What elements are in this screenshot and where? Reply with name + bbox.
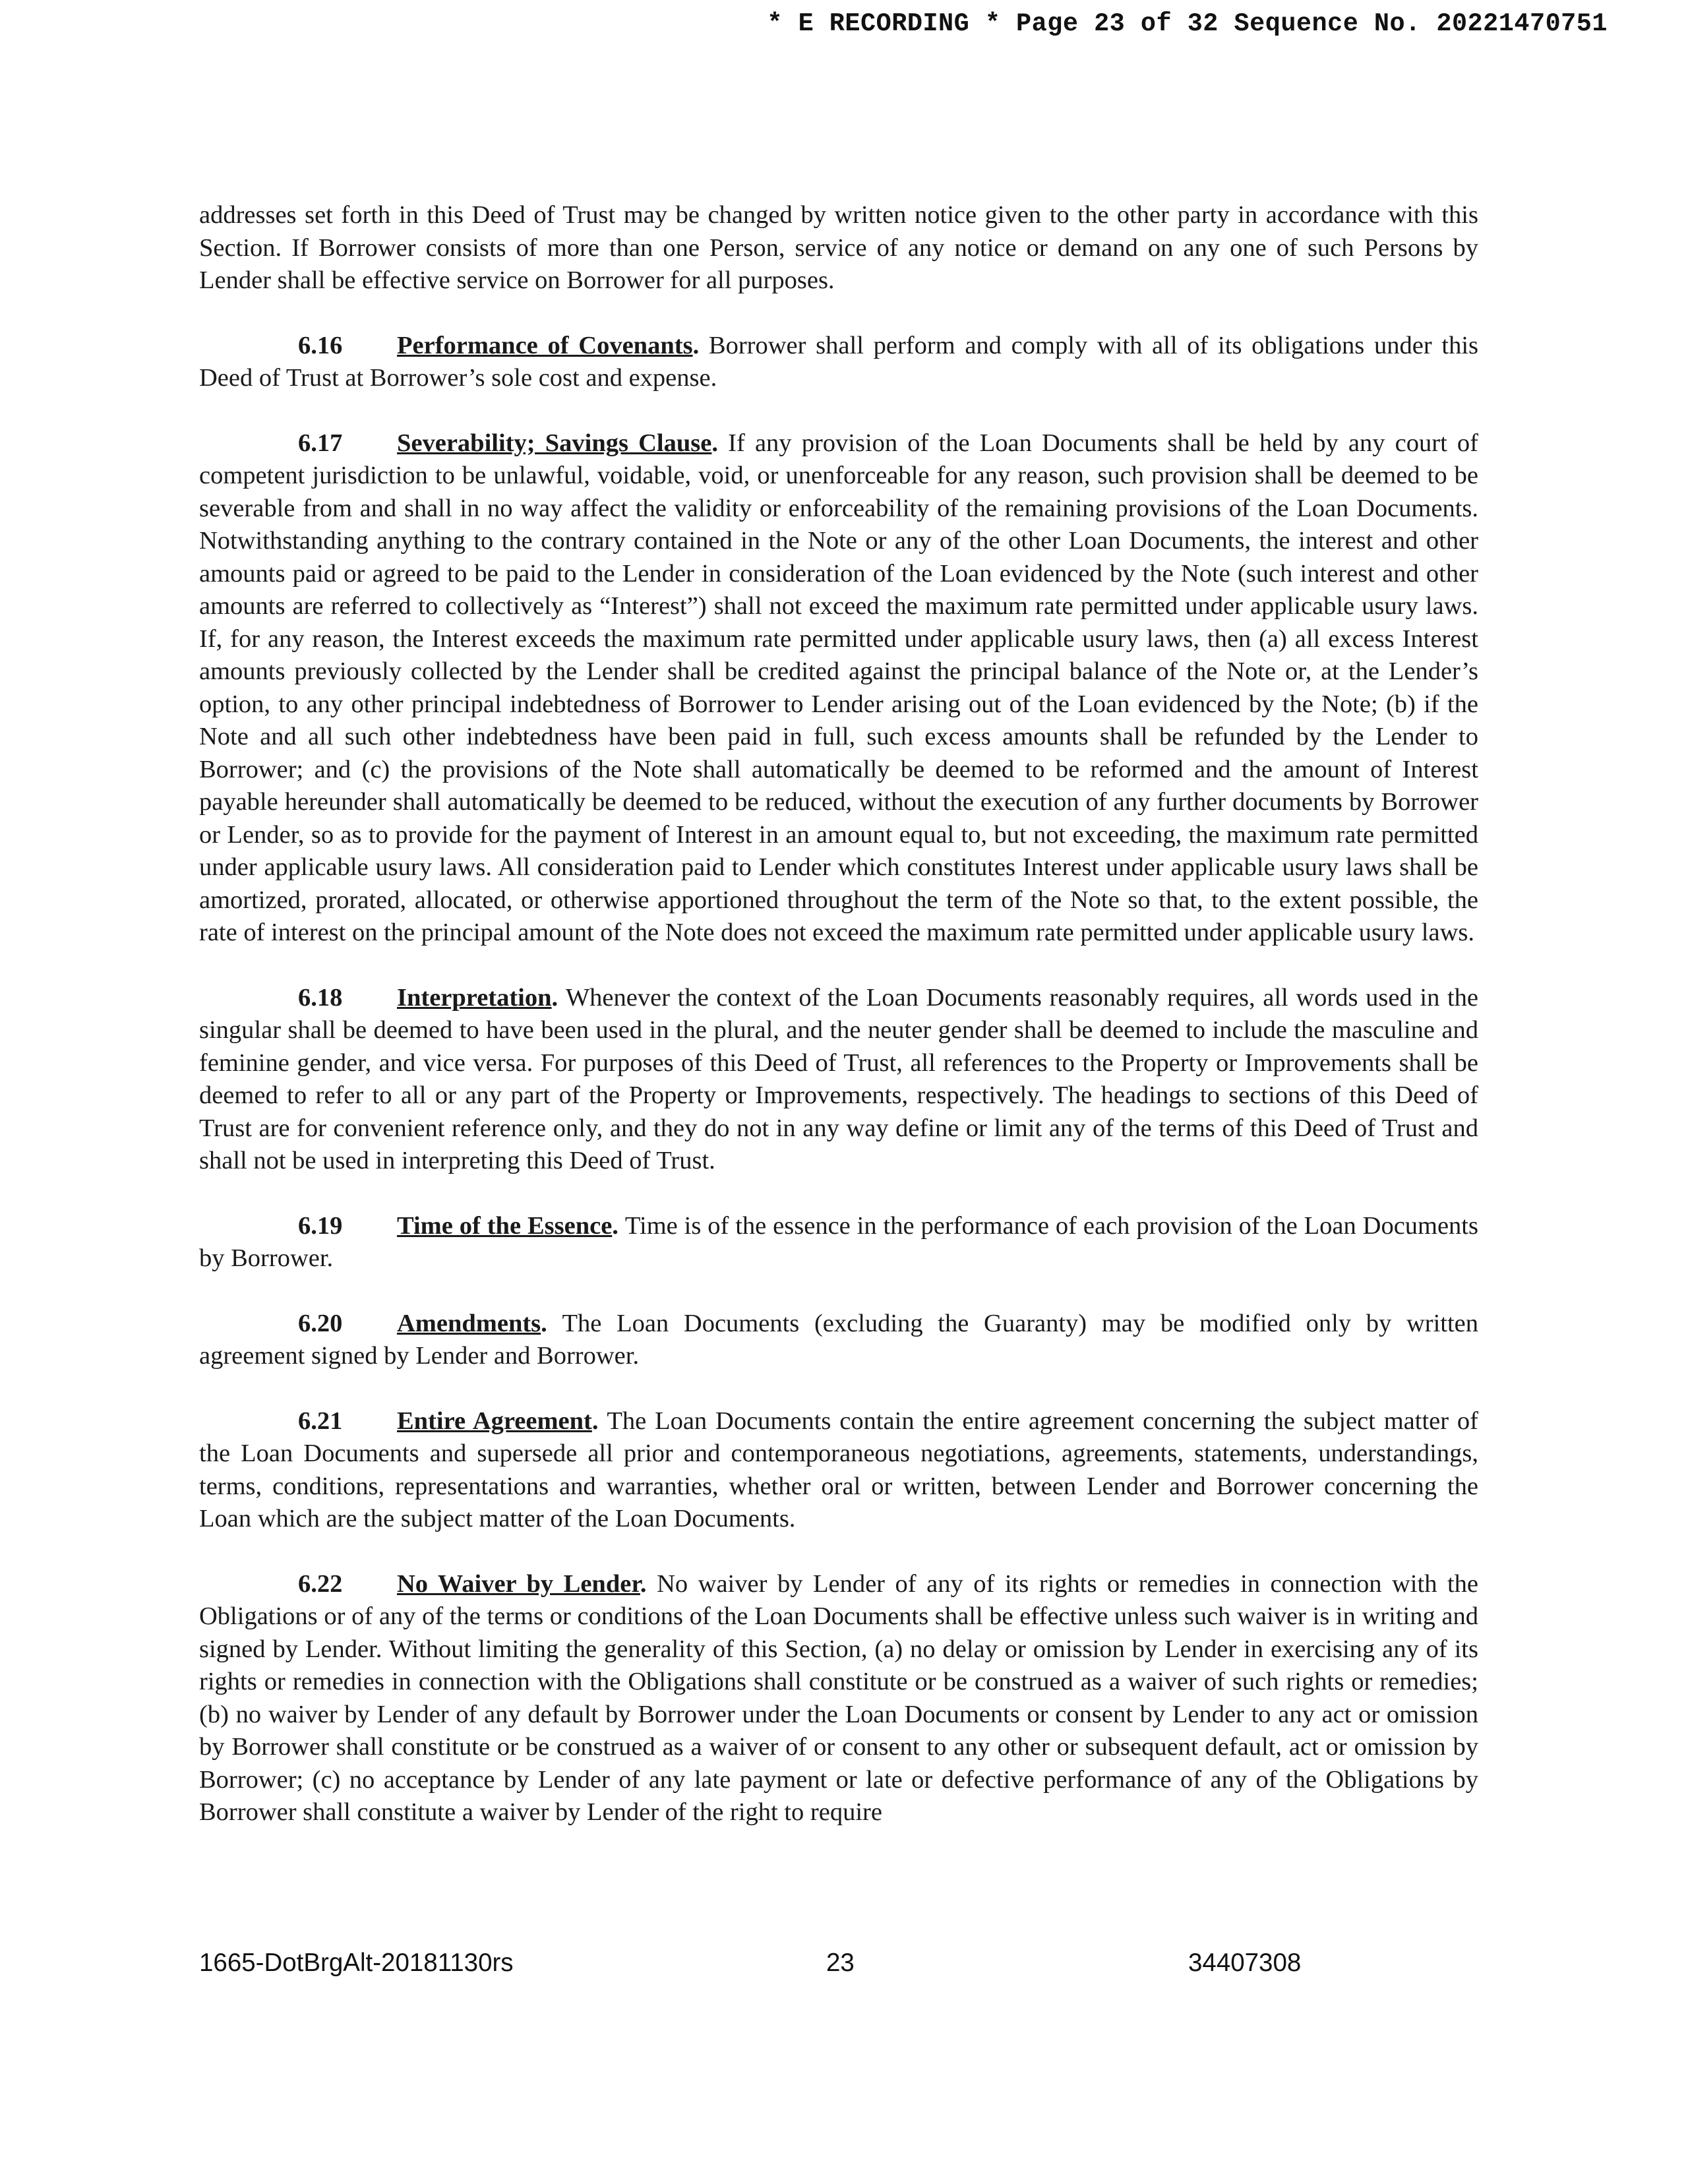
section-number: 6.16 xyxy=(298,331,343,359)
section-number: 6.22 xyxy=(298,1569,343,1598)
section-6-16: 6.16 Performance of Covenants. Borrower shall perform and comply with all of its obligations under this Deed of Trust at Borrower’s sole cost and expense. xyxy=(199,330,1478,395)
document-body xyxy=(199,199,1478,1862)
section-6-19: 6.19 Time of the Essence. Time is of the essence in the performance of each provision of the Loan Documents by Borrower. xyxy=(199,1210,1478,1275)
section-6-18: 6.18 Interpretation. Whenever the context of the Loan Documents reasonably requires, all words used in the singular shall be deemed to have been used in the plural, and the neuter gender shall be deemed to include the masculine and feminine gender, and vice versa. For purposes of this Deed of Trust, all references to the Property or Improvements shall be deemed to refer to all or any part of the Property or Improvements, respectively. The headings to sections of this Deed of Trust are for convenient reference only, and they do not in any way define or limit any of the terms of this Deed of Trust and shall not be used in interpreting this Deed of Trust. xyxy=(199,982,1478,1178)
footer-reference-number: 34407308 xyxy=(1188,1949,1302,1977)
section-6-17: 6.17 Severability; Savings Clause. If any provision of the Loan Documents shall be held by any court of competent jurisdiction to be unlawful, voidable, void, or unenforceable for any reason, such provision shall be deemed to be severable from and shall in no way affect the validity or enforceability of the remaining provisions of the Loan Documents. Notwithstanding anything to the contrary contained in the Note or any of the other Loan Documents, the interest and other amounts paid or agreed to be paid to the Lender in consideration of the Loan evidenced by the Note (such interest and other amounts are referred to collectively as “Interest”) shall not exceed the maximum rate permitted under applicable usury laws. If, for any reason, the Interest exceeds the maximum rate permitted under applicable usury laws, then (a) all excess Interest amounts previously collected by the Lender shall be credited against the principal balance of the Note or, at the Lender’s option, to any other principal indebtedness of Borrower to Lender arising out of the Loan evidenced by the Note; (b) if the Note and all such other indebtedness have been paid in full, such excess amounts shall be refunded by the Lender to Borrower; and (c) the provisions of the Note shall automatically be deemed to be reformed and the amount of Interest payable hereunder shall automatically be deemed to be reduced, without the execution of any further documents by Borrower or Lender, so as to provide for the payment of Interest in an amount equal to, but not exceeding, the maximum rate permitted under applicable usury laws. All consideration paid to Lender which constitutes Interest under applicable usury laws shall be amortized, prorated, allocated, or otherwise apportioned throughout the term of the Note so that, to the extent possible, the rate of interest on the principal amount of the Note does not exceed the maximum rate permitted under applicable usury laws. xyxy=(199,427,1478,950)
section-heading: Amendments xyxy=(397,1309,541,1337)
section-number: 6.20 xyxy=(298,1309,343,1337)
section-heading: Severability; Savings Clause xyxy=(397,429,712,457)
footer-doc-id: 1665-DotBrgAlt-20181130rs xyxy=(199,1949,514,1977)
recording-stamp: * E RECORDING * Page 23 of 32 Sequence No. 20221470751 xyxy=(767,9,1608,38)
section-text: Whenever the context of the Loan Documents reasonably requires, all words used in the singular shall be deemed to have been used in the plural, and the neuter gender shall be deemed to include the masculine and feminine gender, and vice versa. For purposes of this Deed of Trust, all references to the Property or Improvements shall be deemed to refer to all or any part of the Property or Improvements, respectively. The headings to sections of this Deed of Trust are for convenient reference only, and they do not in any way define or limit any of the terms of this Deed of Trust and shall not be used in interpreting this Deed of Trust. xyxy=(199,983,1479,1174)
section-6-21: 6.21 Entire Agreement. The Loan Documents contain the entire agreement concerning the subject matter of the Loan Documents and supersede all prior and contemporaneous negotiations, agreements, statements, understandings, terms, conditions, representations and warranties, whether oral or written, between Lender and Borrower concerning the Loan which are the subject matter of the Loan Documents. xyxy=(199,1405,1478,1536)
section-text: Time is of the essence in the performance of each provision of the Loan Documents by Borrower. xyxy=(199,1211,1478,1272)
section-text: No waiver by Lender of any of its rights or remedies in connection with the Obligations or of any of the terms or conditions of the Loan Documents shall be effective unless such waiver is in writing and signed by Lender. Without limiting the generality of this Section, (a) no delay or omission by Lender in exercising any of its rights or remedies in connection with the Obligations shall constitute or be construed as a waiver of such rights or remedies; (b) no waiver by Lender of any default by Borrower under the Loan Documents or consent by Lender to any act or omission by Borrower shall constitute or be construed as a waiver of or consent to any other or subsequent default, act or omission by Borrower; (c) no acceptance by Lender of any late payment or late or defective performance of any of the Obligations by Borrower shall constitute a waiver by Lender of the right to require xyxy=(199,1569,1479,1826)
section-6-20: 6.20 Amendments. The Loan Documents (excluding the Guaranty) may be modified only by written agreement signed by Lender and Borrower. xyxy=(199,1308,1478,1373)
section-text: The Loan Documents (excluding the Guaranty) may be modified only by written agreement signed by Lender and Borrower. xyxy=(199,1309,1479,1370)
section-heading: Interpretation xyxy=(397,983,552,1012)
section-heading: No Waiver by Lender xyxy=(397,1569,640,1598)
section-heading: Time of the Essence xyxy=(397,1211,613,1240)
section-text: Borrower shall perform and comply with all of its obligations under this Deed of Trust at Borrower’s sole cost and expense. xyxy=(199,331,1478,392)
section-heading: Entire Agreement xyxy=(397,1407,592,1435)
section-number: 6.18 xyxy=(298,983,343,1012)
section-number: 6.19 xyxy=(298,1211,343,1240)
section-text: If any provision of the Loan Documents shall be held by any court of competent jurisdiction to be unlawful, voidable, void, or unenforceable for any reason, such provision shall be deemed to be severable from and shall in no way affect the validity or enforceability of the remaining provisions of the Loan Documents. Notwithstanding anything to the contrary contained in the Note or any of the other Loan Documents, the interest and other amounts paid or agreed to be paid to the Lender in consideration of the Loan evidenced by the Note (such interest and other amounts are referred to collectively as “Interest”) shall not exceed the maximum rate permitted under applicable usury laws. If, for any reason, the Interest exceeds the maximum rate permitted under applicable usury laws, then (a) all excess Interest amounts previously collected by the Lender shall be credited against the principal balance of the Note or, at the Lender’s option, to any other principal indebtedness of Borrower to Lender arising out of the Loan evidenced by the Note; (b) if the Note and all such other indebtedness have been paid in full, such excess amounts shall be refunded by the Lender to Borrower; and (c) the provisions of the Note shall automatically be deemed to be reformed and the amount of Interest payable hereunder shall automatically be deemed to be reduced, without the execution of any further documents by Borrower or Lender, so as to provide for the payment of Interest in an amount equal to, but not exceeding, the maximum rate permitted under applicable usury laws. All consideration paid to Lender which constitutes Interest under applicable usury laws shall be amortized, prorated, allocated, or otherwise apportioned throughout the term of the Note so that, to the extent possible, the rate of interest on the principal amount of the Note does not exceed the maximum rate permitted under applicable usury laws. xyxy=(199,429,1479,946)
section-number: 6.21 xyxy=(298,1407,343,1435)
section-number: 6.17 xyxy=(298,429,343,457)
section-6-22: 6.22 No Waiver by Lender. No waiver by Lender of any of its rights or remedies in connection with the Obligations or of any of the terms or conditions of the Loan Documents shall be effective unless such waiver is in writing and signed by Lender. Without limiting the generality of this Section, (a) no delay or omission by Lender in exercising any of its rights or remedies in connection with the Obligations shall constitute or be construed as a waiver of such rights or remedies; (b) no waiver by Lender of any default by Borrower under the Loan Documents or consent by Lender to any act or omission by Borrower shall constitute or be construed as a waiver of or consent to any other or subsequent default, act or omission by Borrower; (c) no acceptance by Lender of any late payment or late or defective performance of any of the Obligations by Borrower shall constitute a waiver by Lender of the right to require xyxy=(199,1568,1478,1829)
intro-paragraph: addresses set forth in this Deed of Trust may be changed by written notice given to the other party in accordance with this Section. If Borrower consists of more than one Person, service of any notice or demand on any one of such Persons by Lender shall be effective service on Borrower for all purposes. xyxy=(199,201,1478,294)
section-text: The Loan Documents contain the entire agreement concerning the subject matter of the Loan Documents and supersede all prior and contemporaneous negotiations, agreements, statements, understandings, terms, conditions, representations and warranties, whether oral or written, between Lender and Borrower concerning the Loan which are the subject matter of the Loan Documents. xyxy=(199,1407,1479,1532)
footer-page-number: 23 xyxy=(826,1949,855,1977)
section-heading: Performance of Covenants xyxy=(397,331,693,359)
